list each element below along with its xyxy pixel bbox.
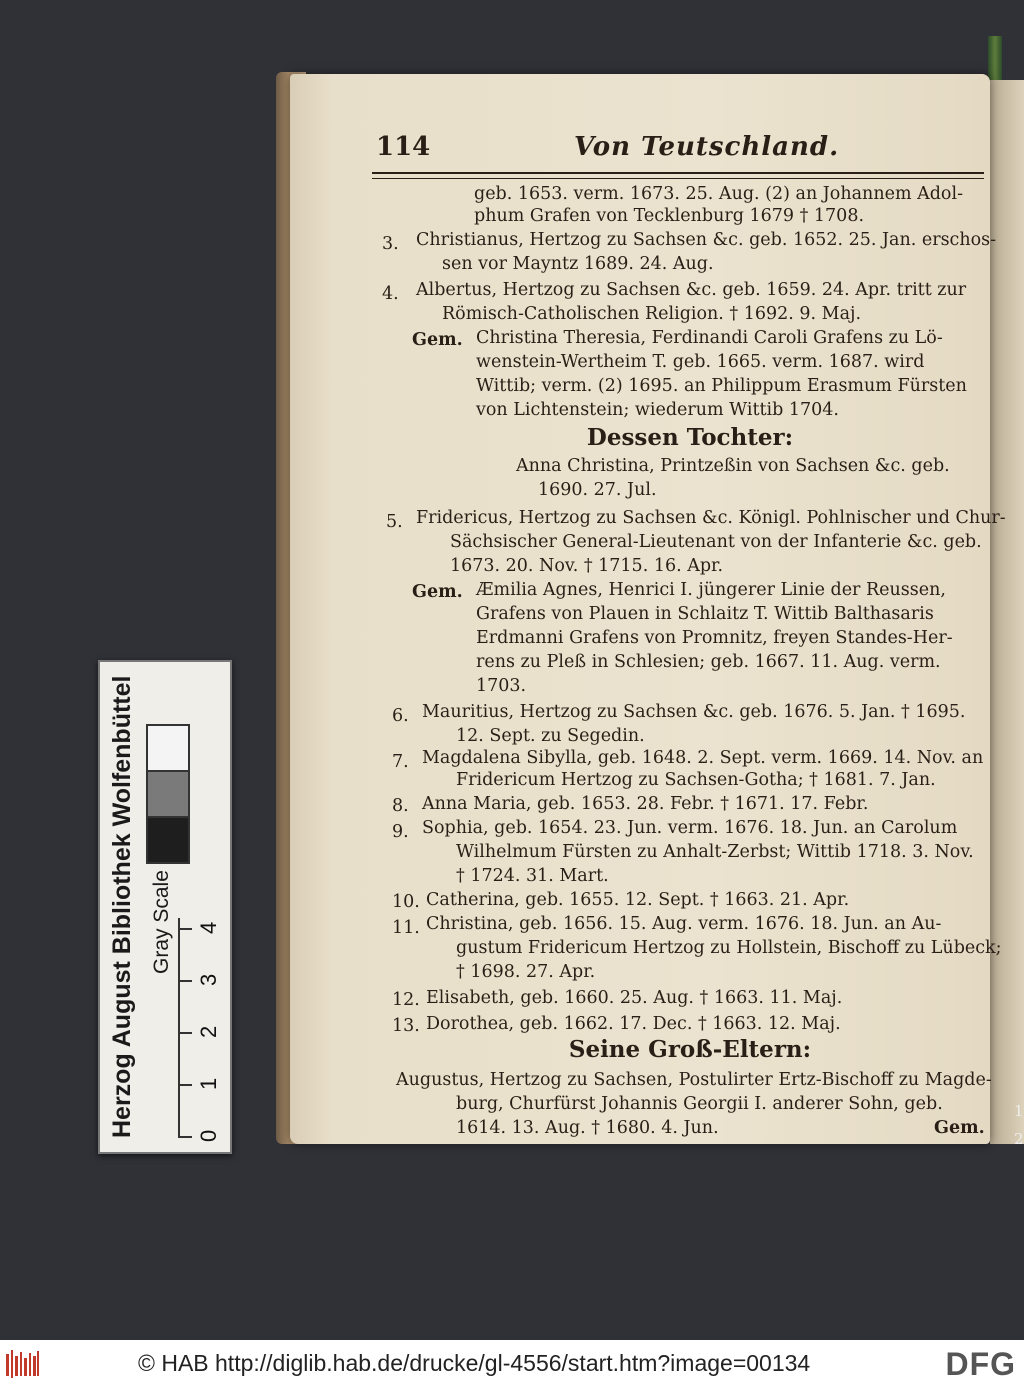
- text-line: Anna Christina, Printzeßin von Sachsen &c. geb.: [516, 456, 950, 476]
- header-rule: [372, 172, 984, 179]
- text-line: Fridericus, Hertzog zu Sachsen &c. Königl. Pohlnischer und Chur-: [416, 508, 1006, 528]
- text-line: Albertus, Hertzog zu Sachsen &c. geb. 1659. 24. Apr. tritt zur: [416, 280, 967, 300]
- spouse-marker: Gem.: [412, 330, 463, 350]
- text-line: geb. 1653. verm. 1673. 25. Aug. (2) an Johannem Adol-: [474, 184, 963, 204]
- text-line: Elisabeth, geb. 1660. 25. Aug. † 1663. 11. Maj.: [426, 988, 843, 1008]
- swatch-white: [146, 724, 190, 772]
- section-heading: Seine Groß-Eltern:: [568, 1036, 812, 1063]
- footer-bar: [0, 1340, 1024, 1387]
- ruler-tick: [180, 1136, 192, 1138]
- entry-number: 9.: [392, 822, 409, 842]
- grayscale-label: Gray Scale: [150, 870, 173, 974]
- entry-number: 10.: [392, 892, 420, 912]
- card-ruler: [178, 918, 224, 1142]
- library-barcode-icon: [6, 1350, 40, 1378]
- text-line: Fridericum Hertzog zu Sachsen-Gotha; † 1681. 7. Jan.: [456, 770, 936, 790]
- text-line: Catherina, geb. 1655. 12. Sept. † 1663. 21. Apr.: [426, 890, 850, 910]
- spouse-marker: Gem.: [412, 582, 463, 602]
- text-line: Anna Maria, geb. 1653. 28. Febr. † 1671. 17. Febr.: [422, 794, 869, 814]
- text-line: Christina, geb. 1656. 15. Aug. verm. 1676. 18. Jun. an Au-: [426, 914, 942, 934]
- text-line: 1614. 13. Aug. † 1680. 4. Jun.: [456, 1118, 719, 1138]
- ruler-number: 4: [196, 921, 221, 934]
- text-line: Wittib; verm. (2) 1695. an Philippum Erasmum Fürsten: [476, 376, 967, 396]
- text-line: Erdmanni Grafens von Promnitz, freyen Standes-Her-: [476, 628, 953, 648]
- copyright-link[interactable]: © HAB http://diglib.hab.de/drucke/gl-4556/start.htm?image=00134: [138, 1350, 811, 1376]
- ruler-tick: [180, 1032, 192, 1034]
- text-line: † 1724. 31. Mart.: [456, 866, 609, 886]
- text-line: Grafens von Plauen in Schlaitz T. Wittib Balthasaris: [476, 604, 934, 624]
- entry-number: 3.: [382, 234, 399, 254]
- text-line: Christianus, Hertzog zu Sachsen &c. geb. 1652. 25. Jan. erschos-: [416, 230, 997, 250]
- entry-number: 8.: [392, 796, 409, 816]
- entry-number: 12.: [392, 990, 420, 1010]
- text-line: Christina Theresia, Ferdinandi Caroli Grafens zu Lö-: [476, 328, 943, 348]
- text-line: Augustus, Hertzog zu Sachsen, Postulirter Ertz-Bischoff zu Magde-: [396, 1070, 992, 1090]
- text-line: sen vor Mayntz 1689. 24. Aug.: [442, 254, 714, 274]
- ruler-number: 0: [196, 1129, 221, 1142]
- ruler-number: 2: [196, 1025, 221, 1038]
- ruler-tick: [180, 928, 192, 930]
- ruler-number: 1: [196, 1077, 221, 1090]
- card-institution: Herzog August Bibliothek Wolfenbüttel: [108, 675, 136, 1138]
- swatch-black: [146, 816, 190, 864]
- ruler-tick: [180, 980, 192, 982]
- grayscale-card-content: [100, 662, 230, 1152]
- next-page-text: 1: [1014, 1102, 1024, 1120]
- entry-number: 7.: [392, 752, 409, 772]
- running-title: Von Teutschland.: [574, 132, 840, 162]
- bookmark-ribbon: [988, 36, 1002, 82]
- text-line: 1673. 20. Nov. † 1715. 16. Apr.: [450, 556, 724, 576]
- text-line: Römisch-Catholischen Religion. † 1692. 9. Maj.: [442, 304, 862, 324]
- text-line: Sophia, geb. 1654. 23. Jun. verm. 1676. 18. Jun. an Carolum: [422, 818, 958, 838]
- text-line: 1703.: [476, 676, 527, 696]
- text-line: Æmilia Agnes, Henrici I. jüngerer Linie der Reussen,: [476, 580, 946, 600]
- ruler-number: 3: [196, 973, 221, 986]
- entry-number: 4.: [382, 284, 399, 304]
- text-line: gustum Fridericum Hertzog zu Hollstein, Bischoff zu Lübeck;: [456, 938, 1002, 958]
- text-line: von Lichtenstein; wiederum Wittib 1704.: [476, 400, 839, 420]
- dfg-logo: DFG: [945, 1346, 1016, 1382]
- entry-number: 13.: [392, 1016, 420, 1036]
- book-page: [290, 74, 1006, 1144]
- text-line: † 1698. 27. Apr.: [456, 962, 596, 982]
- text-line: Dorothea, geb. 1662. 17. Dec. † 1663. 12. Maj.: [426, 1014, 841, 1034]
- text-line: 12. Sept. zu Segedin.: [456, 726, 645, 746]
- catchword: Gem.: [934, 1118, 985, 1138]
- swatch-gray: [146, 770, 190, 818]
- text-line: rens zu Pleß in Schlesien; geb. 1667. 11. Aug. verm.: [476, 652, 941, 672]
- text-line: phum Grafen von Tecklenburg 1679 † 1708.: [474, 206, 865, 226]
- entry-number: 5.: [386, 512, 403, 532]
- page-number: 114: [376, 132, 431, 162]
- text-line: Sächsischer General-Lieutenant von der Infanterie &c. geb.: [450, 532, 982, 552]
- text-line: Magdalena Sibylla, geb. 1648. 2. Sept. verm. 1669. 14. Nov. an: [422, 748, 984, 768]
- entry-number: 11.: [392, 918, 420, 938]
- entry-number: 6.: [392, 706, 409, 726]
- text-line: wenstein-Wertheim T. geb. 1665. verm. 1687. wird: [476, 352, 925, 372]
- text-line: Mauritius, Hertzog zu Sachsen &c. geb. 1676. 5. Jan. † 1695.: [422, 702, 966, 722]
- text-line: burg, Churfürst Johannis Georgii I. anderer Sohn, geb.: [456, 1094, 943, 1114]
- text-line: Wilhelmum Fürsten zu Anhalt-Zerbst; Wittib 1718. 3. Nov.: [456, 842, 974, 862]
- next-page-text: 2: [1014, 1130, 1024, 1148]
- section-heading: Dessen Tochter:: [586, 424, 794, 451]
- ruler-tick: [180, 1084, 192, 1086]
- text-line: 1690. 27. Jul.: [538, 480, 657, 500]
- grayscale-card: [98, 660, 232, 1154]
